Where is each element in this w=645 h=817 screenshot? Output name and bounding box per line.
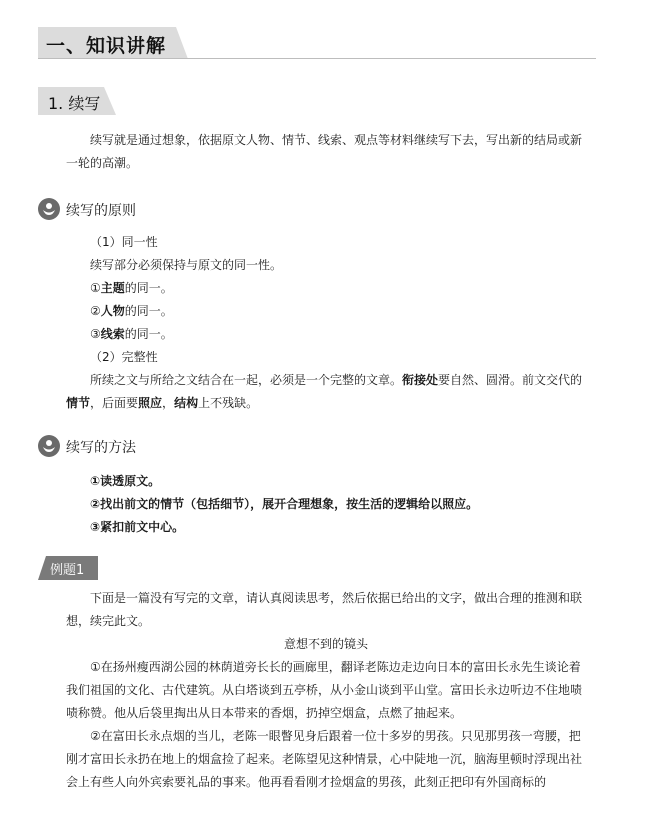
rule-keyword: 人物	[100, 304, 125, 318]
principles-title: 续写的原则	[66, 203, 136, 219]
rule-rest: 的同一。	[124, 327, 173, 341]
desc-text: 要自然、圆滑。前文交代的	[438, 373, 583, 387]
heading1: 一、知识讲解	[46, 35, 167, 57]
desc-keyword: 照应	[138, 396, 163, 410]
desc-keyword: 衔接处	[402, 373, 439, 387]
rule-num: ③	[90, 327, 101, 341]
story-paragraph-1: ①在扬州瘦西湖公园的林荫道旁长长的画廊里，翻译老陈边走边向日本的富田长永先生谈论着我们祖国的文化、古代建筑。从白塔谈到五亭桥，从小金山谈到平山堂。富田长永边听边不住地啧啧称赞。他从后袋里掏出从日本带来的香烟，扔掉空烟盒，点燃了抽起来。	[66, 660, 583, 720]
heading2: 1. 续写	[48, 94, 101, 113]
example-prompt: 下面是一篇没有写完的文章，请认真阅读思考，然后依据已给出的文字，做出合理的推测和联想，续完此文。	[66, 591, 583, 628]
methods-title: 续写的方法	[66, 440, 136, 456]
flower-icon	[38, 198, 60, 220]
principle-1-title: （1）同一性	[90, 235, 158, 249]
principle-2-desc	[66, 369, 586, 415]
rule-item	[90, 323, 173, 346]
story-paragraph-2: ②在富田长永点烟的当儿，老陈一眼瞥见身后跟着一位十多岁的男孩。只见那男孩一弯腰，把刚才富田长永扔在地上的烟盒捡了起来。老陈望见这种情景，心中陡地一沉，脑海里顿时浮现出社会上有些人向外宾索要礼品的事来。他再看看刚才捡烟盒的男孩，此刻正把印有外国商标的	[66, 729, 583, 789]
intro-paragraph: 续写就是通过想象，依据原文人物、情节、线索、观点等材料继续写下去，写出新的结局或新一轮的高潮。	[66, 133, 583, 170]
rule-num: ①	[90, 281, 101, 295]
rule-keyword: 主题	[100, 281, 125, 295]
desc-text: 所续之文与所给之文结合在一起，必须是一个完整的文章。	[90, 373, 403, 387]
rule-item	[90, 277, 173, 300]
rule-rest: 的同一。	[124, 304, 173, 318]
flower-icon	[38, 435, 60, 457]
desc-keyword: 情节	[66, 396, 91, 410]
principle-1-desc: 续写部分必须保持与原文的同一性。	[90, 258, 283, 272]
desc-text: 上不残缺。	[198, 396, 259, 410]
heading1-underline	[38, 58, 596, 59]
rule-num: ②	[90, 304, 101, 318]
desc-text: ，后面要	[90, 396, 139, 410]
rule-item	[90, 300, 173, 323]
principle-2-title: （2）完整性	[90, 350, 158, 364]
story-title: 意想不到的镜头	[283, 637, 368, 651]
method-item: ③紧扣前文中心。	[90, 520, 185, 534]
rule-rest: 的同一。	[124, 281, 173, 295]
desc-text: ，	[162, 396, 175, 410]
method-item: ①读透原文。	[90, 474, 161, 488]
example-label: 例题1	[50, 563, 85, 578]
rule-keyword: 线索	[100, 327, 125, 341]
method-item: ②找出前文的情节（包括细节），展开合理想象，按生活的逻辑给以照应。	[90, 497, 479, 511]
desc-keyword: 结构	[174, 396, 199, 410]
